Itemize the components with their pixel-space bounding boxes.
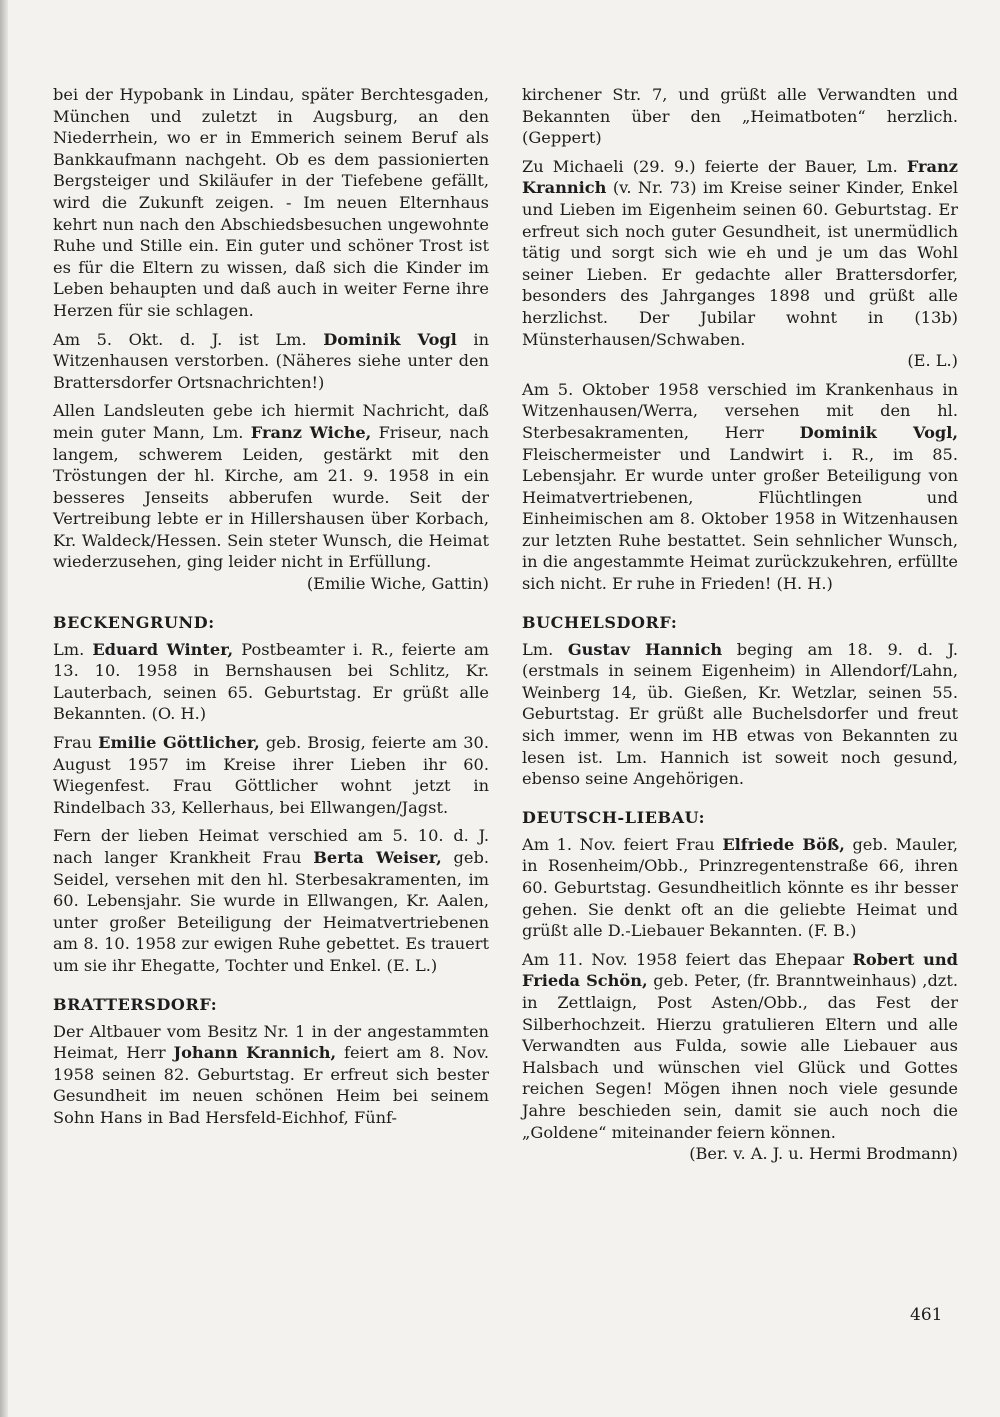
signature: (E. L.): [907, 351, 958, 371]
paragraph-text: bei der Hypobank in Lindau, später Berchtesgaden, München und zuletzt in Augsburg, an den Niederrhein, wo er in Emmerich seinem Beruf als Bankkaufmann nachgeht. Ob es dem passionierten Bergsteiger und Skiläufer in der Tiefebene gefällt, wird die Zukunft zeigen. - Im neuen Elternhaus kehrt nun nach den Abschiedsbesuchen ungewohnte Ruhe und Stille ein. Ein guter und schöner Trost ist es für die Eltern zu wissen, daß sich die Kinder im Leben behaupten und daß auch in weiter Ferne ihre Herzen für sie schlagen.: [53, 85, 489, 320]
page-number: 461: [910, 1305, 943, 1325]
person-name: Dominik Vogl,: [799, 422, 959, 442]
paragraph-text: Am 1. Nov. feiert Frau: [522, 834, 723, 854]
signature: (Ber. v. A. J. u. Hermi Brodmann): [689, 1144, 958, 1164]
paragraph-text: Am 11. Nov. 1958 feiert das Ehepaar: [522, 949, 853, 969]
paragraph-text: geb. Seidel, versehen mit den hl. Sterbesakramenten, im 60. Lebensjahr. Sie wurde in Ellwangen, Kr. Aalen, unter großer Beteiligung der Heimatvertriebenen am 8. 10. 1958 zur ewigen Ruhe gebettet. Es trauert um sie ihr Ehegatte, Tochter und Enkel. (E. L.): [53, 848, 489, 975]
section-heading-buchelsdorf: BUCHELSDORF:: [522, 612, 678, 632]
paragraph-text: Fleischermeister und Landwirt i. R., im 85. Lebensjahr. Er wurde unter großer Beteiligung von Heimatvertriebenen, Flüchtlingen und Einheimischen am 8. Oktober 1958 in Witzenhausen zur letzten Ruhe bestattet. Sein sehnlicher Wunsch, in die angestammte Heimat zurückzukehren, erfüllte sich nicht. Er ruhe in Frieden! (H. H.): [522, 444, 958, 594]
paragraph-text: Friseur, nach langem, schwerem Leiden, gestärkt mit den Tröstungen der hl. Kirche, am 21. 9. 1958 in ein besseres Jenseits abberufen wurde. Seit der Vertreibung lebte er in Hillershausen über Korbach, Kr. Waldeck/Hessen. Sein steter Wunsch, die Heimat wiederzusehen, ging leider nicht in Erfüllung.: [53, 422, 489, 572]
person-name: Dominik Vogl: [323, 329, 457, 349]
article-robert-frieda-schoen: [522, 949, 958, 1165]
left-column: [53, 84, 489, 1136]
section-heading-brattersdorf: BRATTERSDORF:: [53, 994, 218, 1014]
person-name: Emilie Göttlicher,: [98, 733, 260, 753]
person-name: Johann Krannich,: [173, 1043, 337, 1063]
article-johann-krannich: [53, 1021, 489, 1129]
article-continuation-hypobank: [53, 84, 489, 322]
paragraph-text: Zu Michaeli (29. 9.) feierte der Bauer, Lm.: [522, 156, 907, 176]
article-franz-krannich: [522, 156, 958, 372]
article-dominik-vogl-notice: [53, 329, 489, 394]
person-name: Franz Wiche,: [250, 422, 372, 442]
paragraph-text: Allen Landsleuten gebe ich hiermit Nachricht, daß mein guter Mann, Lm.: [53, 401, 489, 442]
person-name: Gustav Hannich: [567, 639, 723, 659]
article-eduard-winter: [53, 639, 489, 725]
right-column: [522, 84, 958, 1172]
paragraph-text: geb. Brosig, feierte am 30. August 1957 im Kreise ihrer Lieben ihr 60. Wiegenfest. Frau Göttlicher wohnt jetzt in Rindelbach 33, Kellerhaus, bei Ellwangen/Jagst.: [53, 733, 489, 817]
paragraph-text: (v. Nr. 73) im Kreise seiner Kinder, Enkel und Lieben im Eigenheim seinen 60. Geburtstag. Er erfreut sich noch guter Gesundheit, ist unermüdlich tätig und sorgt sich wie eh und je um das Wohl seiner Lieben. Er gedachte aller Brattersdorfer, besonders des Jahrganges 1898 und grüßt alle herzlichst. Der Jubilar wohnt in (13b) Münsterhausen/Schwaben.: [522, 178, 958, 349]
person-name: Eduard Winter,: [92, 639, 234, 659]
article-dominik-vogl-obituary: [522, 379, 958, 595]
signature: (Emilie Wiche, Gattin): [306, 574, 489, 594]
paragraph-text: in Witzenhausen verstorben. (Näheres siehe unter den Brattersdorfer Ortsnachrichten!): [53, 329, 489, 392]
section-heading-beckengrund: BECKENGRUND:: [53, 612, 215, 632]
person-name: Berta Weiser,: [313, 848, 442, 867]
paragraph-text: Lm.: [522, 639, 568, 659]
person-name: Robert und Frieda Schön,: [522, 949, 958, 991]
article-continuation-krannich: [522, 84, 958, 149]
paragraph-text: Frau: [53, 733, 99, 753]
paragraph-text: geb. Mauler, in Rosenheim/Obb., Prinzregentenstraße 66, ihren 60. Geburtstag. Gesundheitlich könnte es ihr besser gehen. Sie denkt oft an die geliebte Heimat und grüßt alle D.-Liebauer Bekannten. (F. B.): [522, 834, 958, 941]
paragraph-text: Fern der lieben Heimat verschied am 5. 10. d. J. nach langer Krankheit Frau: [53, 826, 489, 867]
page-spine-shadow: [0, 0, 8, 1417]
person-name: Elfriede Böß,: [722, 834, 845, 854]
paragraph-text: geb. Peter, (fr. Branntweinhaus) ,dzt. in Zettlaign, Post Asten/Obb., das Fest der Silberhochzeit. Hierzu gratulieren Eltern und alle Verwandten aus Fulda, sowie alle Liebauer aus Halsbach und wünschen viel Glück und Gottes reichen Segen! Mögen ihnen noch viele gesunde Jahre beschieden sein, damit sie auch noch die „Goldene“ miteinander feiern können.: [522, 971, 958, 1142]
paragraph-text: Lm.: [53, 639, 93, 659]
article-berta-weiser: [53, 825, 489, 976]
article-franz-wiche: [53, 400, 489, 594]
paragraph-text: kirchener Str. 7, und grüßt alle Verwandten und Bekannten über den „Heimatboten“ herzlich. (Geppert): [522, 85, 958, 148]
newsletter-page: [53, 84, 959, 1384]
paragraph-text: Der Altbauer vom Besitz Nr. 1 in der angestammten Heimat, Herr: [53, 1021, 489, 1063]
paragraph-text: Am 5. Okt. d. J. ist Lm.: [53, 329, 324, 349]
paragraph-text: beging am 18. 9. d. J. (erstmals in seinem Eigenheim) in Allendorf/Lahn, Weinberg 14, üb. Gießen, Kr. Wetzlar, seinen 55. Geburtstag. Er grüßt alle Buchelsdorfer und freut sich immer, wenn im HB etwas von Bekannten zu lesen ist. Lm. Hannich ist soweit noch gesund, ebenso seine Angehörigen.: [522, 639, 959, 789]
article-gustav-hannich: [522, 639, 958, 790]
paragraph-text: feiert am 8. Nov. 1958 seinen 82. Geburtstag. Er erfreut sich bester Gesundheit im neuen schönen Heim bei seinem Sohn Hans in Bad Hersfeld-Eichhof, Fünf-: [53, 1043, 489, 1127]
paragraph-text: Postbeamter i. R., feierte am 13. 10. 1958 in Bernshausen bei Schlitz, Kr. Lauterbach, seinen 65. Geburtstag. Er grüßt alle Bekannten. (O. H.): [53, 639, 489, 724]
section-heading-deutsch-liebau: DEUTSCH-LIEBAU:: [522, 807, 706, 827]
article-emilie-goettlicher: [53, 732, 489, 818]
person-name: Franz Krannich: [522, 156, 958, 198]
paragraph-text: Am 5. Oktober 1958 verschied im Krankenhaus in Witzenhausen/Werra, versehen mit den hl. Sterbesakramenten, Herr: [522, 379, 958, 442]
article-elfriede-boess: [522, 834, 958, 942]
